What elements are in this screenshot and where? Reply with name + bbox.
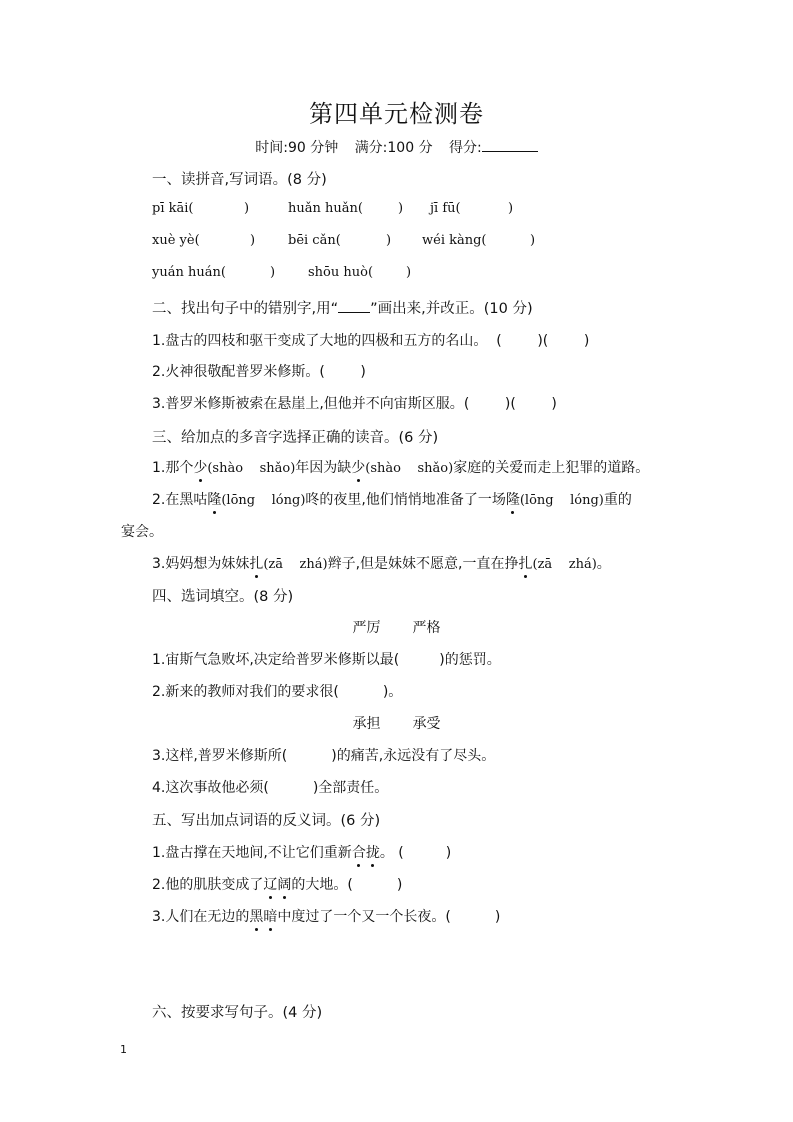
word-option: 严格 — [412, 620, 441, 636]
dotted-char: 隆 — [207, 489, 221, 509]
page-number: 1 — [120, 1043, 127, 1056]
score-blank[interactable] — [482, 139, 538, 152]
word-options-1 — [0, 617, 793, 637]
time-limit: 时间:90 分钟 — [255, 140, 339, 156]
pinyin-item: yuán huán( — [152, 265, 226, 280]
dotted-char: 拢 — [366, 842, 380, 862]
s3-item-1: 1.那个少(shào shǎo)年因为缺少(shào shǎo)家庭的关爱而走上犯罪的道路。 — [152, 457, 649, 477]
pinyin-item: pī kāi( — [152, 201, 194, 216]
section-6-heading: 六、按要求写句子。(4 分) — [152, 1005, 323, 1021]
word-option: 承担 — [352, 716, 381, 732]
word-option: 承受 — [412, 716, 441, 732]
pinyin-item: jī fū( — [430, 201, 461, 216]
pinyin-choice[interactable]: (shào shǎo) — [365, 461, 454, 476]
pinyin-row-2: xuè yè( ) bēi cǎn( ) wéi kàng( ) — [152, 233, 536, 248]
pinyin-choice[interactable]: (zā zhá) — [263, 557, 328, 572]
s2-item-1: 1.盘古的四枝和驱干变成了大地的四极和五方的名山。 ( )( ) — [152, 333, 590, 349]
s2-item-2: 2.火神很敬配普罗米修斯。( ) — [152, 364, 366, 380]
s4-item-2: 2.新来的教师对我们的要求很( )。 — [152, 684, 403, 700]
pinyin-choice[interactable]: (zā zhá) — [532, 557, 597, 572]
pinyin-item: bēi cǎn( — [288, 233, 341, 248]
pinyin-item: huǎn huǎn( — [288, 201, 363, 216]
word-options-2 — [0, 713, 793, 733]
s2-item-3: 3.普罗米修斯被索在悬崖上,但他并不向宙斯区服。( )( ) — [152, 396, 557, 412]
pinyin-item: xuè yè( — [152, 233, 200, 248]
section-1-heading: 一、读拼音,写词语。(8 分) — [152, 172, 327, 188]
dotted-char: 合 — [352, 842, 366, 862]
dotted-char: 少 — [351, 457, 365, 477]
dotted-char: 辽 — [263, 874, 277, 894]
dotted-char: 扎 — [249, 553, 263, 573]
pinyin-choice[interactable]: (lōng lóng) — [221, 493, 306, 508]
answer-blank[interactable]: ( )( ) — [496, 333, 590, 349]
s5-item-1: 1.盘古撑在天地间,不让它们重新合拢。 ( ) — [152, 842, 451, 862]
pinyin-item: wéi kàng( — [422, 233, 487, 248]
word-option: 严厉 — [352, 620, 381, 636]
s5-item-3: 3.人们在无边的黑暗中度过了一个又一个长夜。( ) — [152, 906, 500, 926]
s3-item-2-continued: 宴会。 — [121, 524, 163, 540]
s3-item-3: 3.妈妈想为妹妹扎(zā zhá)辫子,但是妹妹不愿意,一直在挣扎(zā zhá)。 — [152, 553, 611, 573]
s4-item-4: 4.这次事故他必须( )全部责任。 — [152, 780, 389, 796]
section-2-heading: 二、找出句子中的错别字,用“ ”画出来,并改正。(10 分) — [152, 301, 533, 317]
section-3-heading: 三、给加点的多音字选择正确的读音。(6 分) — [152, 430, 439, 446]
exam-meta — [0, 137, 793, 157]
pinyin-choice[interactable]: (shào shǎo) — [207, 461, 296, 476]
s5-item-2: 2.他的肌肤变成了辽阔的大地。( ) — [152, 874, 402, 894]
score-field: 得分: — [449, 140, 538, 156]
section-4-heading: 四、选词填空。(8 分) — [152, 589, 294, 605]
pinyin-item: shōu huò( — [308, 265, 374, 280]
s4-item-3: 3.这样,普罗米修斯所( )的痛苦,永远没有了尽头。 — [152, 748, 496, 764]
pinyin-row-1: pī kāi( ) huǎn huǎn( ) jī fū( ) — [152, 201, 514, 216]
page-title: 第四单元检测卷 — [309, 100, 484, 128]
pinyin-row-3: yuán huán( ) shōu huò( ) — [152, 265, 412, 280]
s4-item-1: 1.宙斯气急败坏,决定给普罗米修斯以最( )的惩罚。 — [152, 652, 501, 668]
pinyin-choice[interactable]: (lōng lóng) — [519, 493, 604, 508]
answer-blank[interactable]: ( ) — [319, 364, 366, 380]
s3-item-2: 2.在黑咕隆(lōng lóng)咚的夜里,他们悄悄地准备了一场隆(lōng lóng)重的 — [152, 489, 632, 509]
section-5-heading: 五、写出加点词语的反义词。(6 分) — [152, 813, 381, 829]
dotted-char: 阔 — [277, 874, 291, 894]
dotted-char: 少 — [193, 457, 207, 477]
full-score: 满分:100 分 — [354, 140, 433, 156]
underline-sample — [338, 302, 370, 313]
dotted-char: 暗 — [263, 906, 277, 926]
dotted-char: 扎 — [519, 553, 533, 573]
dotted-char: 隆 — [506, 489, 520, 509]
dotted-char: 黑 — [249, 906, 263, 926]
answer-blank[interactable]: ( )( ) — [463, 396, 557, 412]
